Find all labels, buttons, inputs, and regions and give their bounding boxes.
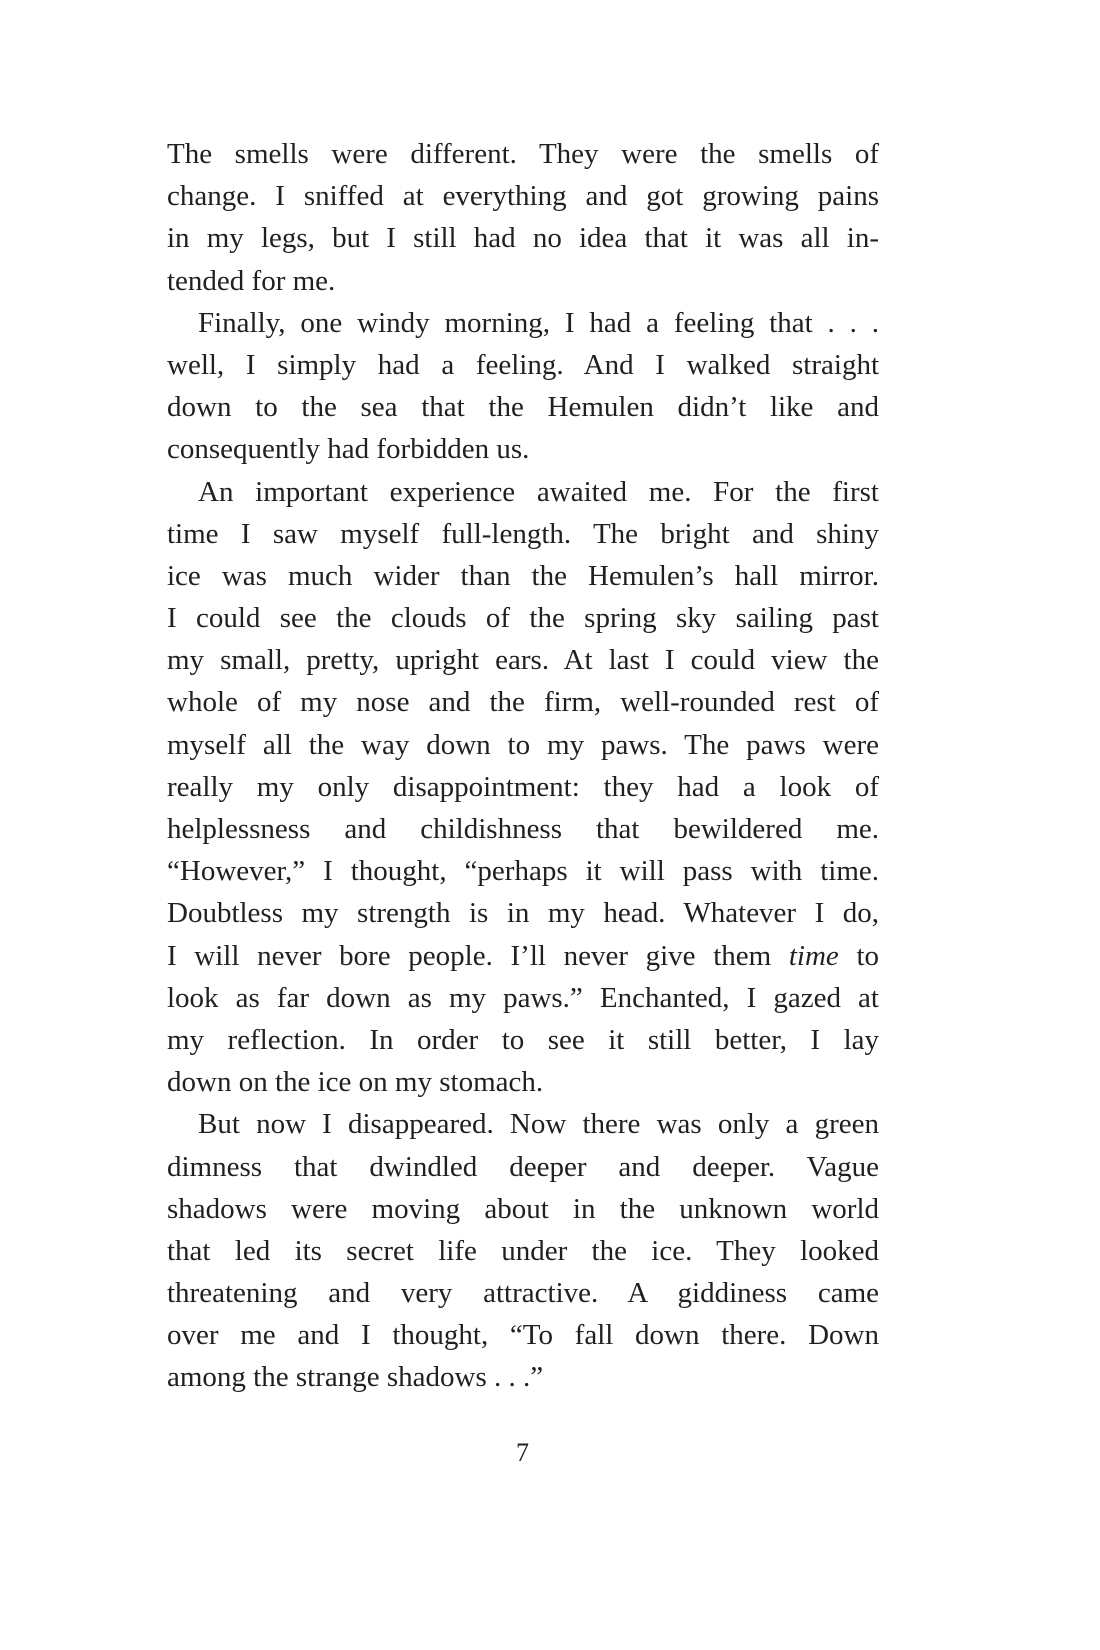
- text-line: tended for me.: [167, 264, 336, 297]
- text-line-with-italic: [167, 935, 879, 977]
- text-line: down to the sea that the Hemulen didn’t like and: [167, 391, 879, 424]
- text-line: change. I sniffed at everything and got growing pains: [167, 180, 879, 213]
- text-line: really my only disappointment: they had a look of: [167, 770, 879, 803]
- paragraph-2: [167, 302, 879, 471]
- text-line: threatening and very attractive. A giddiness came: [167, 1277, 879, 1310]
- text-line: that led its secret life under the ice. They looked: [167, 1234, 879, 1267]
- text-line: The smells were different. They were the smells of: [167, 138, 879, 170]
- italic-emphasis: time: [788, 939, 839, 972]
- text-line: Doubtless my strength is in my head. Whatever I do,: [167, 897, 879, 930]
- line-text-tail: to: [838, 939, 880, 972]
- text-line: whole of my nose and the firm, well-rounded rest of: [167, 686, 879, 719]
- text-line: look as far down as my paws.” Enchanted, I gazed at: [167, 981, 879, 1014]
- text-line: consequently had forbidden us.: [167, 433, 530, 466]
- text-line: over me and I thought, “To fall down there. Down: [167, 1319, 879, 1352]
- text-line: time I saw myself full-length. The bright and shiny: [167, 517, 879, 550]
- text-line: well, I simply had a feeling. And I walked straight: [167, 348, 879, 381]
- page-number: 7: [516, 1438, 529, 1467]
- text-line: among the strange shadows . . .”: [167, 1361, 544, 1394]
- paragraph-3: [167, 471, 879, 1104]
- body-text: [167, 133, 879, 1399]
- text-line: Finally, one windy morning, I had a feeling that . . .: [198, 306, 879, 339]
- text-line: dimness that dwindled deeper and deeper. Vague: [167, 1150, 879, 1183]
- text-line: down on the ice on my stomach.: [167, 1066, 544, 1099]
- text-line: ice was much wider than the Hemulen’s hall mirror.: [167, 559, 879, 592]
- text-line: I could see the clouds of the spring sky sailing past: [167, 602, 879, 635]
- paragraph-4: [167, 1103, 879, 1398]
- text-line: An important experience awaited me. For the first: [198, 475, 879, 508]
- paragraph-1: [167, 133, 879, 302]
- line-text: I will never bore people. I’ll never give them: [167, 939, 789, 972]
- text-line: myself all the way down to my paws. The paws were: [167, 728, 879, 761]
- text-line: in my legs, but I still had no idea that it was all in-: [167, 222, 879, 255]
- text-line: helplessness and childishness that bewildered me.: [167, 813, 879, 845]
- text-line: shadows were moving about in the unknown world: [167, 1192, 879, 1225]
- text-line: my reflection. In order to see it still better, I lay: [167, 1023, 879, 1056]
- text-line: “However,” I thought, “perhaps it will pass with time.: [167, 855, 879, 888]
- text-line: my small, pretty, upright ears. At last I could view the: [167, 644, 879, 677]
- text-line: But now I disappeared. Now there was only a green: [198, 1108, 879, 1141]
